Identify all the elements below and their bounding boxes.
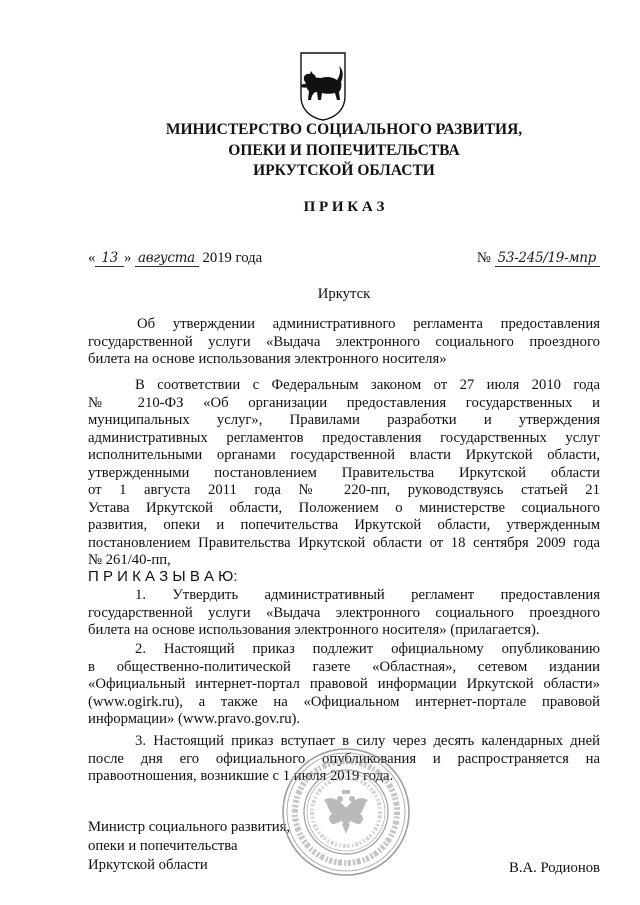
- order-item-line: билета на основе использования электронного носителя» (прилагается).: [88, 622, 540, 638]
- preamble-line: Устава Иркутской области, Положением о министерстве социального: [88, 499, 600, 516]
- preamble-line: от 1 августа 2011 года № 220-пп, руководствуясь статьей 21: [88, 482, 600, 498]
- signatory-name: В.А. Родионов: [509, 860, 600, 876]
- preamble-paragraph: [88, 377, 600, 570]
- order-item-line: правоотношения, возникшие с 1 июля 2019 года.: [88, 768, 394, 784]
- date-year: 2019 года: [202, 250, 263, 266]
- preamble-line: административных регламентов предоставления государственных услуг: [88, 429, 600, 446]
- signature-block: [88, 818, 290, 875]
- signatory-position-line: Иркутской области: [88, 857, 208, 873]
- number-value-handwritten: 53-245/19-мпр: [495, 250, 600, 267]
- preamble-line: муниципальных услуг», Правилами разработки и утверждения: [88, 412, 600, 428]
- date-day-handwritten: 13: [95, 250, 124, 267]
- date-open-quote: «: [88, 250, 96, 266]
- subject-title-line: билета на основе использования электронного носителя»: [88, 351, 447, 367]
- document-type-title: П Р И К А З: [303, 199, 385, 215]
- ministry-header-line: ОПЕКИ И ПОПЕЧИТЕЛЬСТВА: [228, 141, 460, 159]
- order-item-line: информации» (www.pravo.gov.ru).: [88, 711, 301, 727]
- number-sign: №: [476, 250, 491, 266]
- preamble-line: развития, опеки и попечительства Иркутской области, утвержденным: [88, 517, 600, 533]
- ministry-header: [88, 120, 600, 182]
- order-item-1: [88, 587, 600, 640]
- official-seal: [280, 746, 412, 878]
- preamble-line: № 210-ФЗ «Об организации предоставления государственных и: [88, 394, 600, 411]
- preamble-line: В соответствии с Федеральным законом от 27 июля 2010 года: [135, 377, 600, 393]
- preamble-line: № 261/40-пп,: [88, 552, 171, 568]
- order-item-2: [88, 641, 600, 729]
- date-number-line: [88, 249, 600, 269]
- coat-of-arms-emblem: [299, 50, 347, 122]
- city-name: Иркутск: [317, 286, 371, 302]
- order-subject-title: [88, 316, 600, 369]
- subject-title-line: государственной услуги «Выдача электронного социального проездного: [88, 333, 600, 350]
- order-item-line: 3. Настоящий приказ вступает в силу через десять календарных дней: [135, 733, 600, 749]
- order-item-line: государственной услуги «Выдача электронного социального проездного: [88, 604, 600, 621]
- preamble-line: утвержденными постановлением Правительства Иркутской области: [88, 464, 600, 481]
- irkutsk-coat-of-arms-icon: [299, 50, 347, 122]
- date-month-handwritten: августа: [135, 250, 199, 267]
- date-close-quote: »: [123, 250, 132, 266]
- signatory-position-line: Министр социального развития,: [88, 819, 291, 835]
- preamble-line: исполнительными органами государственной власти Иркутской области,: [88, 447, 600, 463]
- order-number: [477, 249, 600, 267]
- order-item-line: 2. Настоящий приказ подлежит официальному опубликованию: [135, 641, 600, 657]
- order-item-line: после дня его официального опубликования и распространяется на: [88, 750, 600, 767]
- ministry-header-line: МИНИСТЕРСТВО СОЦИАЛЬНОГО РАЗВИТИЯ,: [165, 121, 523, 138]
- order-directive-word: П Р И К А З Ы В А Ю:: [88, 568, 238, 585]
- order-date: [88, 249, 262, 267]
- subject-title-line: Об утверждении административного регламента предоставления: [137, 316, 600, 332]
- order-item-line: «Официальный интернет-портал правовой информации Иркутской области»: [88, 676, 600, 692]
- round-official-seal-icon: [280, 746, 412, 878]
- preamble-line: постановлением Правительства Иркутской области от 18 сентября 2009 года: [88, 534, 600, 551]
- order-item-line: 1. Утвердить административный регламент предоставления: [135, 587, 600, 603]
- order-item-line: в общественно-политической газете «Областная», сетевом издании: [88, 658, 600, 675]
- signatory-position-line: опеки и попечительства: [88, 838, 238, 854]
- ministry-header-line: ИРКУТСКОЙ ОБЛАСТИ: [253, 162, 435, 179]
- order-item-line: (www.ogirk.ru), а также на «Официальном интернет-портале правовой: [88, 693, 600, 710]
